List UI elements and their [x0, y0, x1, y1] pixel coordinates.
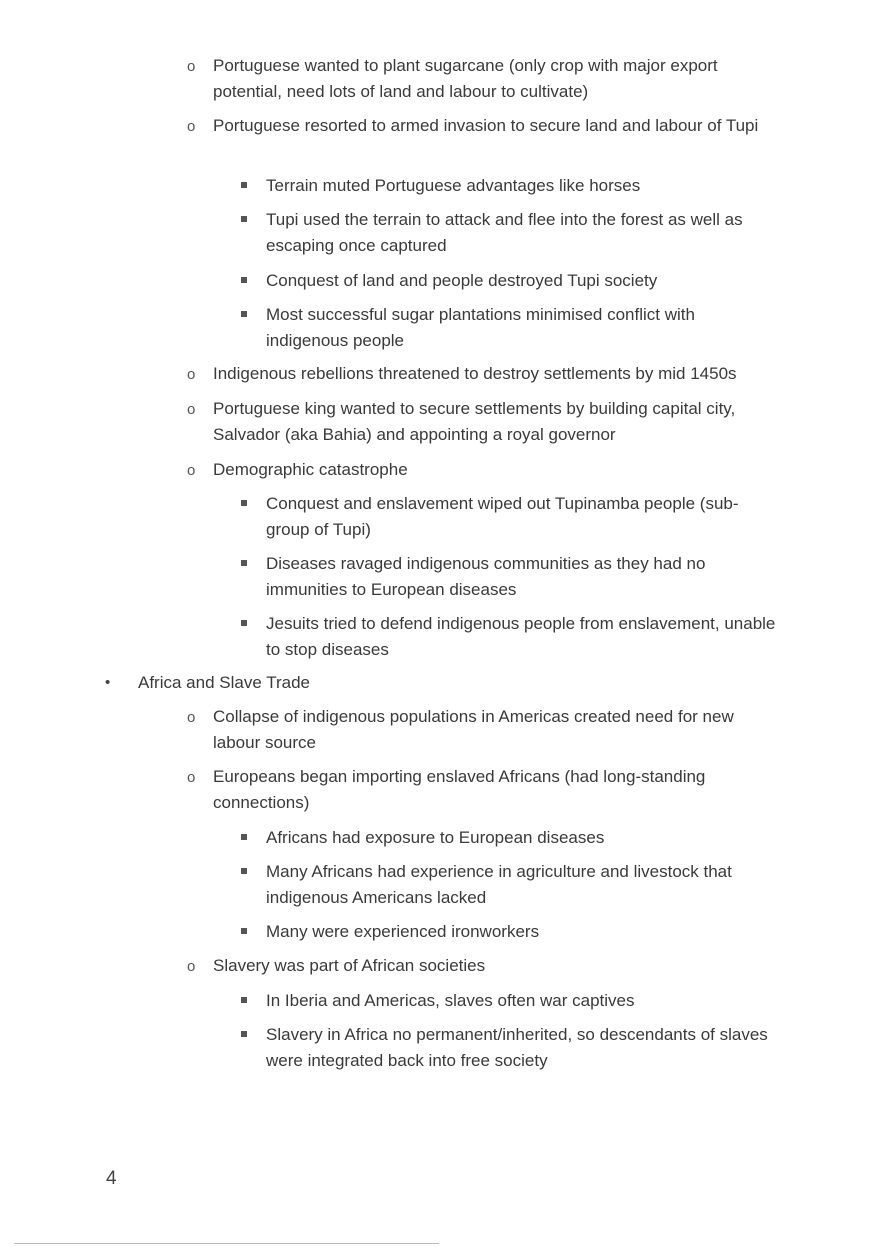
circle-bullet-icon: o: [187, 958, 196, 975]
footer-divider: [14, 1243, 439, 1244]
list-item: [187, 113, 773, 139]
square-bullet-icon: [241, 997, 247, 1003]
circle-bullet-icon: o: [187, 401, 196, 418]
circle-bullet-icon: o: [187, 58, 196, 75]
list-item-text: Portuguese resorted to armed invasion to secure land and labour of Tupi: [213, 116, 759, 135]
list-item-text: Slavery in Africa no permanent/inherited, so descendants of slaves were integrated back into free society: [266, 1025, 768, 1070]
square-bullet-icon: [241, 928, 247, 934]
list-item-text: Portuguese wanted to plant sugarcane (only crop with major export potential, need lots of land and labour to cultivate): [213, 56, 718, 101]
list-item-text: Collapse of indigenous populations in Americas created need for new labour source: [213, 707, 734, 752]
square-bullet-icon: [241, 834, 247, 840]
disc-bullet-icon: •: [105, 674, 111, 691]
square-bullet-icon: [241, 277, 247, 283]
list-item-text: Conquest of land and people destroyed Tupi society: [266, 271, 658, 290]
list-item: [187, 53, 773, 104]
list-item-text: Terrain muted Portuguese advantages like horses: [266, 176, 641, 195]
list-item-text: Conquest and enslavement wiped out Tupinamba people (sub-group of Tupi): [266, 494, 739, 539]
list-item: [187, 704, 773, 755]
list-item-text: Indigenous rebellions threatened to destroy settlements by mid 1450s: [213, 364, 737, 383]
circle-bullet-icon: o: [187, 709, 196, 726]
list-item-text: Diseases ravaged indigenous communities as they had no immunities to European diseases: [266, 554, 706, 599]
list-item: [187, 361, 773, 387]
list-item-text: Portuguese king wanted to secure settlements by building capital city, Salvador (aka Bahia) and appointing a royal governor: [213, 399, 736, 444]
list-item: [187, 457, 773, 483]
list-item: [187, 764, 773, 815]
list-item-text: Many were experienced ironworkers: [266, 922, 540, 941]
square-bullet-icon: [241, 560, 247, 566]
list-item: [266, 491, 776, 542]
list-item: [187, 953, 773, 979]
list-item: [266, 302, 776, 353]
list-item: [266, 268, 776, 294]
list-item-text: In Iberia and Americas, slaves often war captives: [266, 991, 635, 1010]
circle-bullet-icon: o: [187, 769, 196, 786]
list-item: [266, 859, 776, 910]
square-bullet-icon: [241, 1031, 247, 1037]
list-item: [266, 173, 776, 199]
list-item-text: Europeans began importing enslaved Africans (had long-standing connections): [213, 767, 706, 812]
list-item-text: Tupi used the terrain to attack and flee into the forest as well as escaping once captured: [266, 210, 743, 255]
circle-bullet-icon: o: [187, 118, 196, 135]
circle-bullet-icon: o: [187, 366, 196, 383]
list-item: [187, 396, 773, 447]
list-item-text: Demographic catastrophe: [213, 460, 408, 479]
square-bullet-icon: [241, 868, 247, 874]
square-bullet-icon: [241, 500, 247, 506]
list-item-text: Africa and Slave Trade: [138, 673, 310, 692]
list-item-text: Many Africans had experience in agriculture and livestock that indigenous Americans lacked: [266, 862, 732, 907]
list-item-text: Jesuits tried to defend indigenous people from enslavement, unable to stop diseases: [266, 614, 776, 659]
square-bullet-icon: [241, 182, 247, 188]
circle-bullet-icon: o: [187, 462, 196, 479]
list-item: [105, 670, 778, 696]
square-bullet-icon: [241, 311, 247, 317]
list-item: [266, 551, 776, 602]
list-item-text: Africans had exposure to European diseases: [266, 828, 605, 847]
list-item-text: Slavery was part of African societies: [213, 956, 486, 975]
list-item: [266, 988, 776, 1014]
list-item: [266, 919, 776, 945]
page-number: 4: [106, 1168, 117, 1189]
list-item: [266, 825, 776, 851]
square-bullet-icon: [241, 216, 247, 222]
list-item: [266, 1022, 776, 1073]
list-item: [266, 611, 776, 662]
list-item-text: Most successful sugar plantations minimised conflict with indigenous people: [266, 305, 695, 350]
list-item: [266, 207, 776, 258]
square-bullet-icon: [241, 620, 247, 626]
